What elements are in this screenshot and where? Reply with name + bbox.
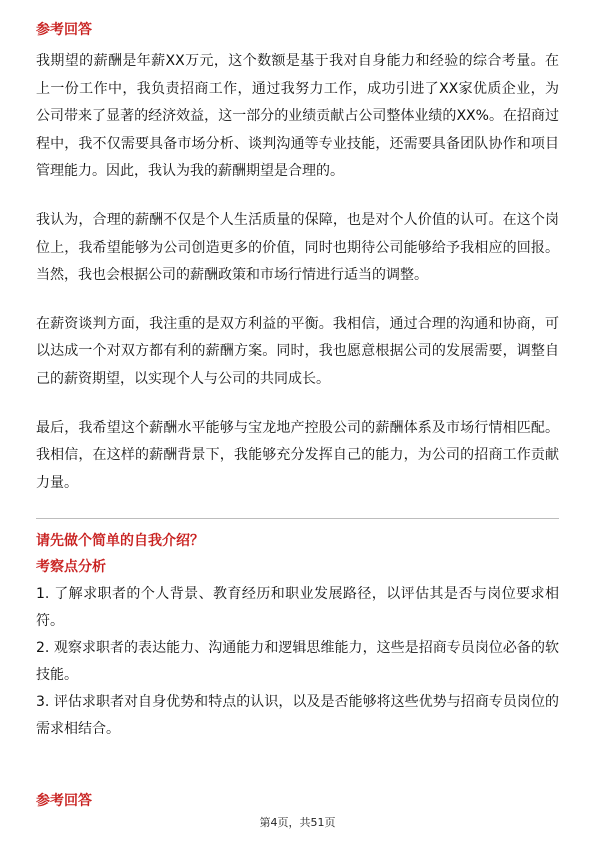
document-page	[36, 20, 559, 743]
analysis-point: 1. 了解求职者的个人背景、教育经历和职业发展路径，以评估其是否与岗位要求相符。	[36, 586, 559, 629]
analysis-point: 3. 评估求职者对自身优势和特点的认识，以及是否能够将这些优势与招商专员岗位的需求相结合。	[36, 694, 559, 737]
answer-paragraph: 最后，我希望这个薪酬水平能够与宝龙地产控股公司的薪酬体系及市场行情相匹配。我相信，在这样的薪酬背景下，我能够充分发挥自己的能力，为公司的招商工作贡献力量。	[36, 419, 559, 491]
analysis-point: 2. 观察求职者的表达能力、沟通能力和逻辑思维能力，这些是招商专员岗位必备的软技能。	[36, 640, 559, 683]
answer-paragraph: 在薪资谈判方面，我注重的是双方利益的平衡。我相信，通过合理的沟通和协商，可以达成一个对双方都有利的薪酬方案。同时，我也愿意根据公司的发展需要，调整自己的薪资期望，以实现个人与公司的共同成长。	[36, 315, 559, 387]
answer-paragraph: 我认为，合理的薪酬不仅是个人生活质量的保障，也是对个人价值的认可。在这个岗位上，我希望能够为公司创造更多的价值，同时也期待公司能够给予我相应的回报。当然，我也会根据公司的薪酬政策和市场行情进行适当的调整。	[36, 211, 559, 284]
page-number: 第4页，共51页	[259, 816, 336, 829]
analysis-heading: 考察点分析	[36, 559, 106, 576]
section-divider	[36, 518, 559, 519]
answer-paragraph: 我期望的薪酬是年薪XX万元，这个数额是基于我对自身能力和经验的综合考量。在上一份工作中，我负责招商工作，通过我努力工作，成功引进了XX家优质企业，为公司带来了显著的经济效益，这一部分的业绩贡献占公司整体业绩的XX%。在招商过程中，我不仅需要具备市场分析、谈判沟通等专业技能，还需要具备团队协作和项目管理能力。因此，我认为我的薪酬期望是合理的。	[36, 53, 559, 180]
answer-heading: 参考回答	[36, 793, 92, 809]
answer-heading: 参考回答	[36, 22, 92, 38]
question-title: 请先做个简单的自我介绍？	[36, 533, 204, 550]
